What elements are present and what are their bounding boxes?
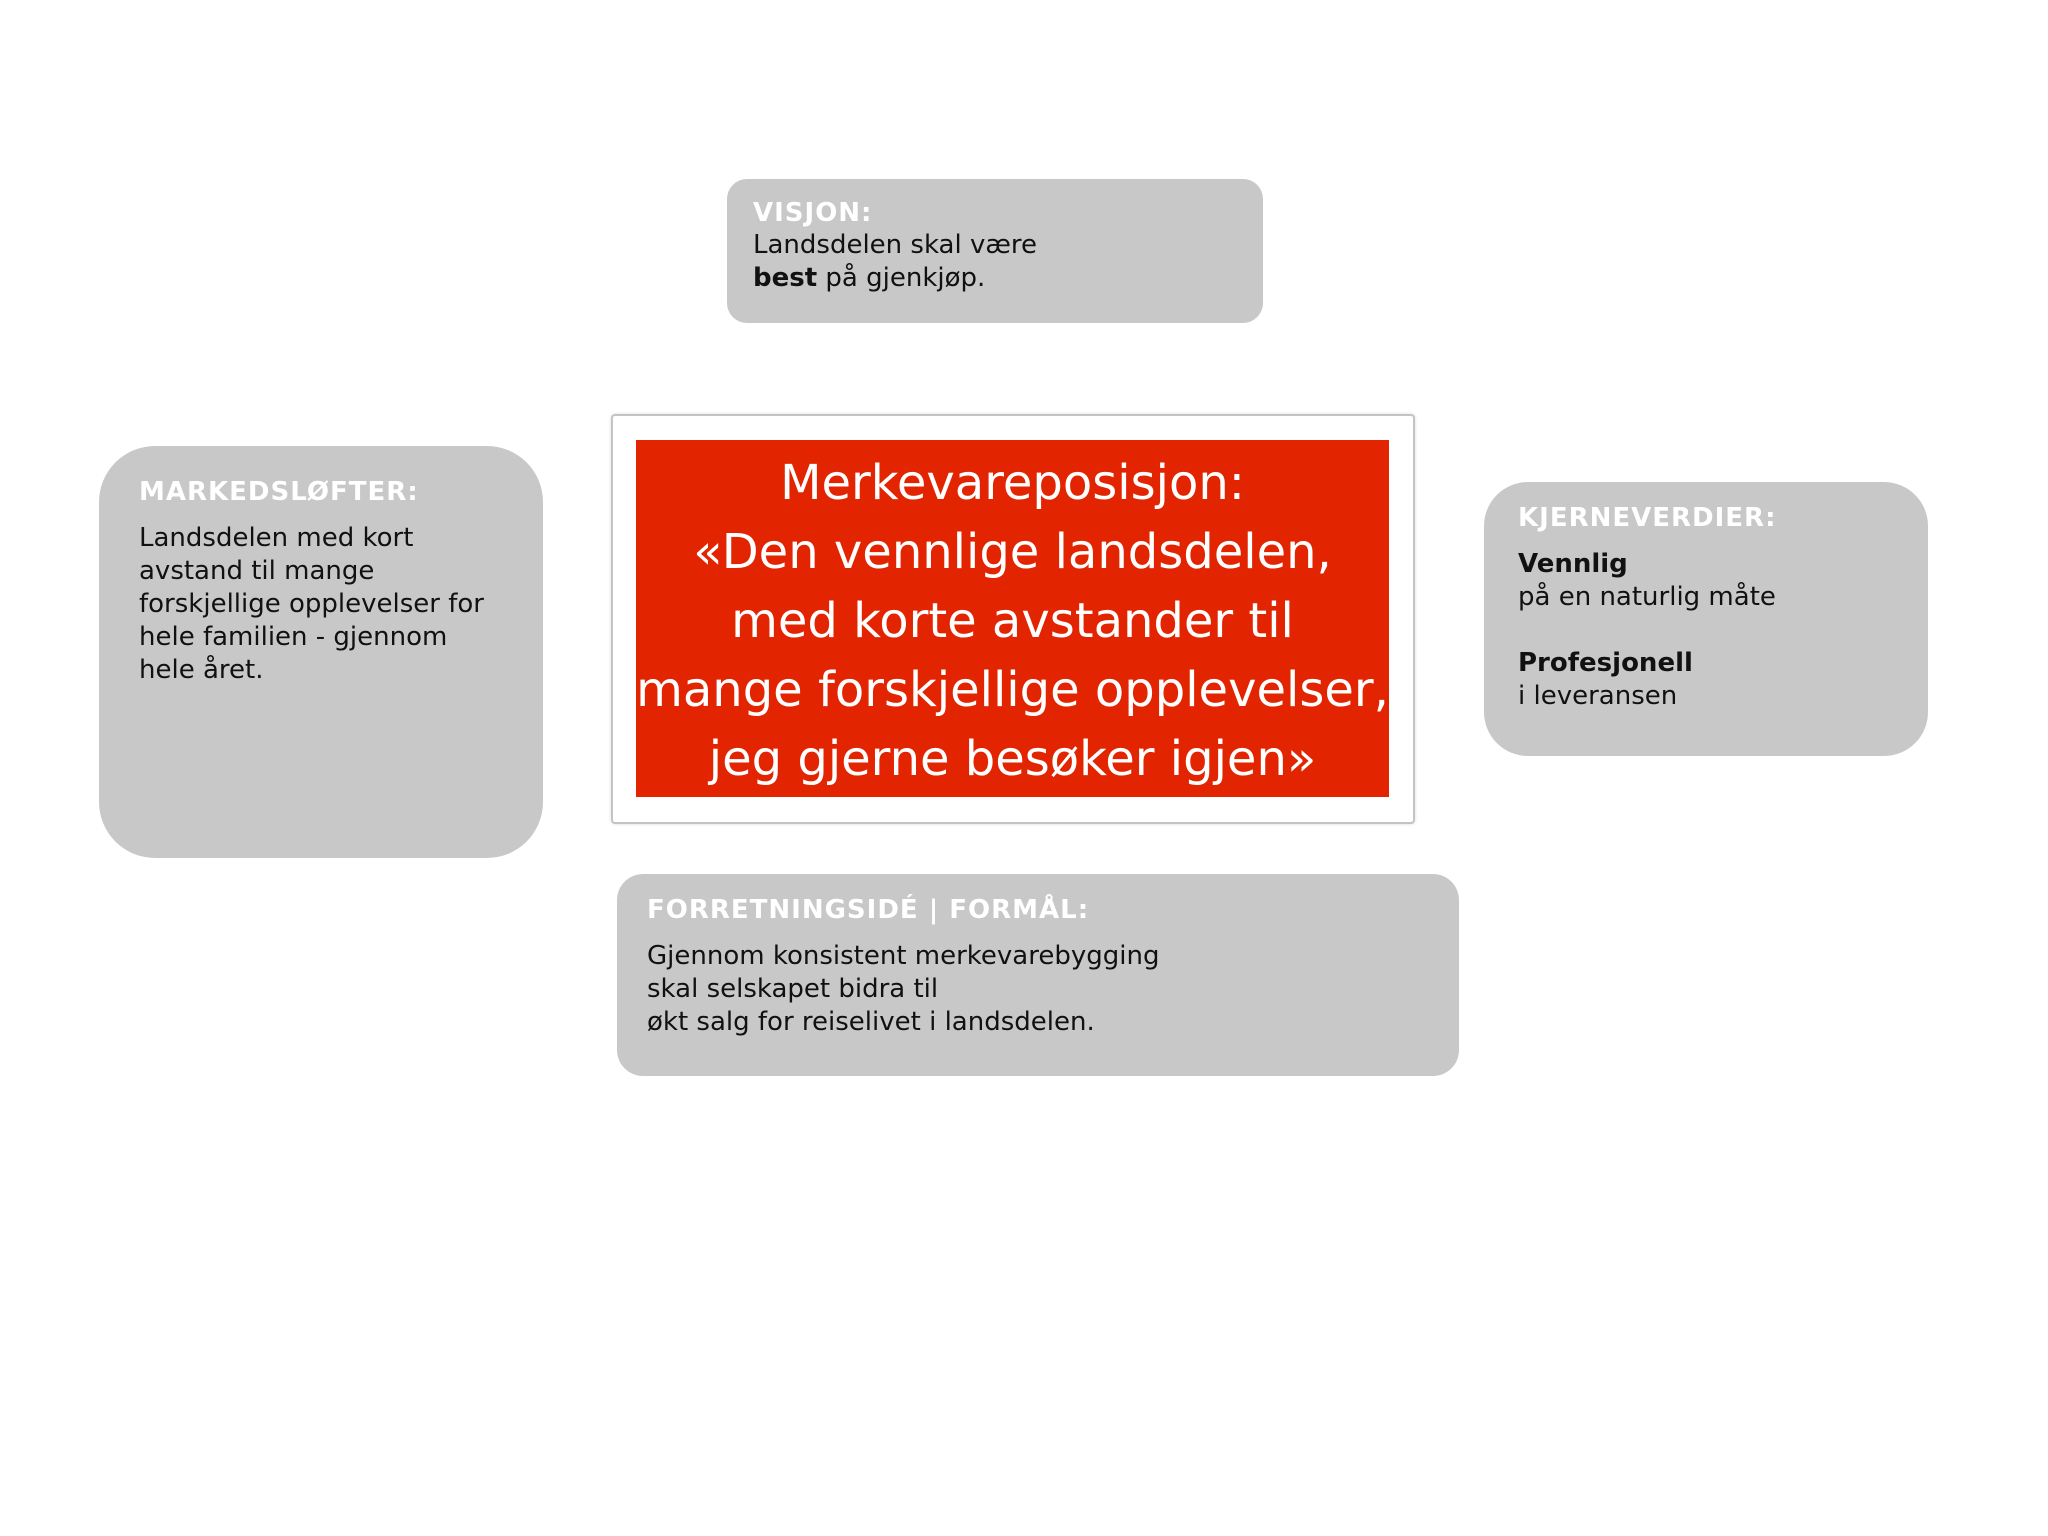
market-promise-line: Landsdelen med kort — [139, 523, 414, 553]
core-value-name: Profesjonell — [1518, 648, 1693, 678]
market-promise-box — [99, 446, 543, 858]
core-value-detail: på en naturlig måte — [1518, 582, 1776, 612]
brand-position-line: mange forskjellige opplevelser, — [636, 662, 1389, 718]
core-values-title: KJERNEVERDIER: — [1518, 503, 1777, 533]
vision-title: VISJON: — [753, 198, 873, 228]
brand-position-line: med korte avstander til — [731, 593, 1294, 649]
vision-emphasis: best — [753, 263, 818, 293]
brand-position-box — [636, 440, 1389, 797]
core-value-name: Vennlig — [1518, 549, 1628, 579]
brand-position-line: jeg gjerne besøker igjen» — [708, 731, 1317, 787]
vision-line-1: Landsdelen skal være — [753, 230, 1038, 260]
business-idea-title: FORRETNINGSIDÉ | FORMÅL: — [647, 895, 1090, 925]
market-promise-line: forskjellige opplevelser for — [139, 589, 484, 619]
market-promise-line: hele familien - gjennom — [139, 622, 448, 652]
market-promise-title: MARKEDSLØFTER: — [139, 477, 419, 507]
market-promise-line: avstand til mange — [139, 556, 375, 586]
core-value-detail: i leveransen — [1518, 681, 1678, 711]
business-idea-line: skal selskapet bidra til — [647, 974, 939, 1004]
vision-line-2 — [753, 262, 1237, 295]
core-values-box — [1484, 482, 1928, 756]
vision-line-2-rest: på gjenkjøp. — [817, 263, 986, 293]
business-idea-box — [617, 874, 1459, 1076]
vision-box — [727, 179, 1263, 323]
business-idea-line: økt salg for reiselivet i landsdelen. — [647, 1007, 1095, 1037]
business-idea-line: Gjennom konsistent merkevarebygging — [647, 941, 1160, 971]
brand-position-line: «Den vennlige landsdelen, — [693, 524, 1332, 580]
market-promise-line: hele året. — [139, 655, 264, 685]
brand-position-line: Merkevareposisjon: — [780, 455, 1245, 511]
